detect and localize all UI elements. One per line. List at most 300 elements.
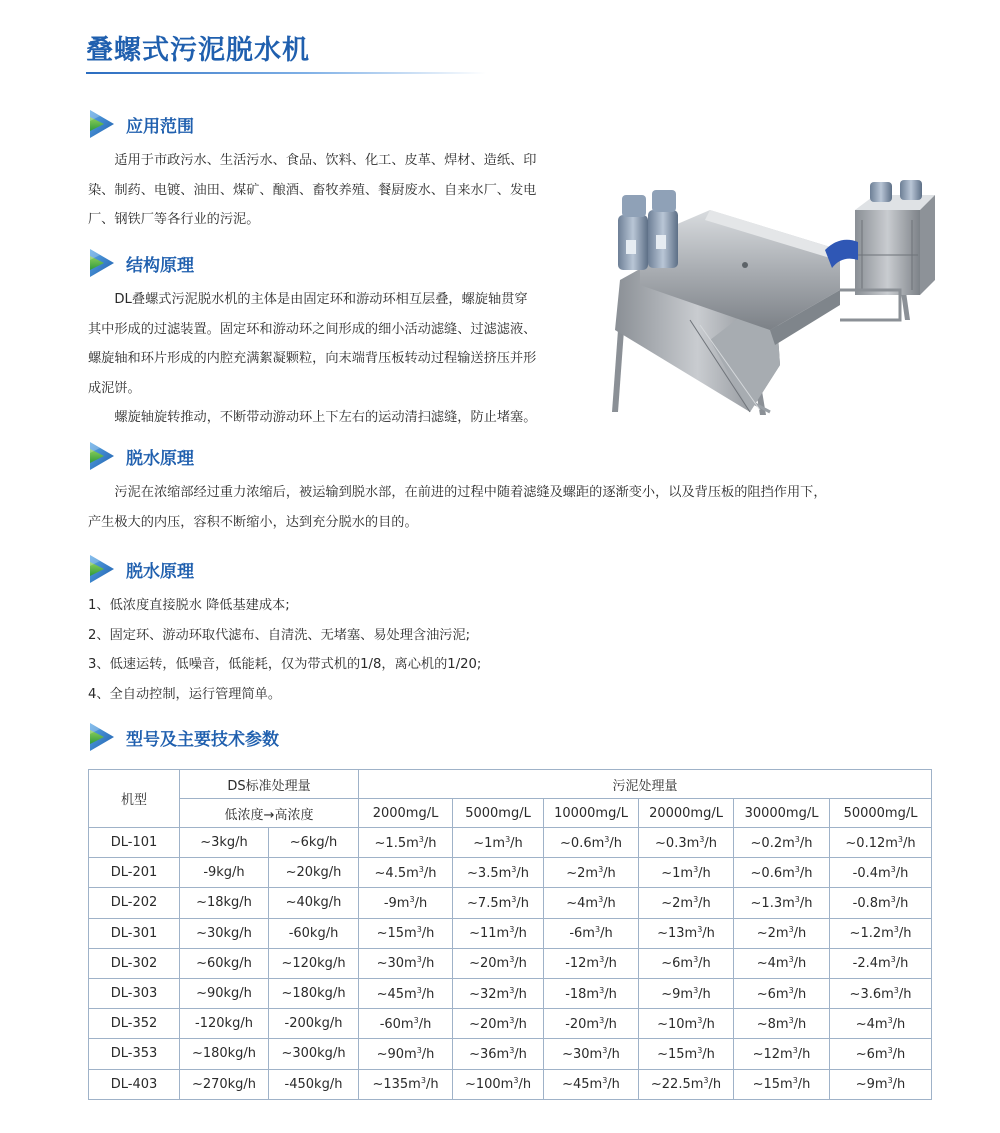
flow-cell bbox=[544, 858, 639, 888]
table-row bbox=[89, 978, 932, 1008]
cubic-superscript: 3 bbox=[794, 894, 800, 904]
flow-value: ~6m bbox=[855, 1046, 888, 1062]
flow-cell bbox=[544, 1039, 639, 1069]
flow-value: ~4m bbox=[756, 956, 789, 972]
cubic-superscript: 3 bbox=[890, 864, 896, 874]
flow-unit: /h bbox=[603, 895, 616, 911]
dewatering-line: 污泥在浓缩部经过重力浓缩后，被运输到脱水部，在前进的过程中随着滤缝及螺距的逐渐变小，以及背压板的阻挡作用下， bbox=[114, 485, 827, 500]
flow-unit: /h bbox=[423, 865, 437, 881]
cubic-superscript: 3 bbox=[897, 834, 904, 844]
cubic-superscript: 3 bbox=[505, 834, 511, 844]
flow-cell bbox=[830, 1039, 932, 1069]
list-item: 1、低浓度直接脱水 降低基建成本; bbox=[88, 598, 290, 613]
flow-value: ~1m bbox=[661, 865, 694, 881]
flow-unit: /h bbox=[423, 835, 437, 851]
flow-cell bbox=[453, 1009, 544, 1039]
ds-low-cell: ~270kg/h bbox=[180, 1069, 269, 1099]
cubic-superscript: 3 bbox=[409, 894, 415, 904]
flow-unit: /h bbox=[609, 835, 622, 851]
flow-unit: /h bbox=[702, 1016, 715, 1032]
model-cell: DL-353 bbox=[89, 1039, 180, 1069]
flow-cell bbox=[639, 1039, 734, 1069]
cubic-superscript: 3 bbox=[599, 985, 605, 995]
flow-unit: /h bbox=[421, 1046, 435, 1062]
flow-cell bbox=[639, 828, 734, 858]
cubic-superscript: 3 bbox=[693, 894, 699, 904]
cubic-superscript: 3 bbox=[509, 1015, 515, 1025]
flow-cell bbox=[359, 948, 453, 978]
flow-cell bbox=[639, 888, 734, 918]
conc-header: 2000mg/L bbox=[359, 799, 453, 828]
section-arrow-icon bbox=[86, 247, 118, 279]
ds-high-cell: ~6kg/h bbox=[269, 828, 359, 858]
flow-value: ~4m bbox=[566, 895, 599, 911]
flow-cell bbox=[544, 828, 639, 858]
conc-header: 10000mg/L bbox=[544, 799, 639, 828]
flow-cell bbox=[830, 978, 932, 1008]
dewatering-text bbox=[88, 478, 938, 537]
flow-unit: /h bbox=[698, 956, 711, 972]
flow-cell bbox=[544, 918, 639, 948]
structure-line: 成泥饼。 bbox=[88, 380, 141, 396]
flow-cell bbox=[453, 978, 544, 1008]
cubic-superscript: 3 bbox=[699, 834, 705, 844]
flow-unit: /h bbox=[421, 956, 435, 972]
cubic-superscript: 3 bbox=[416, 925, 422, 935]
cubic-superscript: 3 bbox=[893, 985, 899, 995]
flow-cell bbox=[734, 948, 830, 978]
conc-header: 5000mg/L bbox=[453, 799, 544, 828]
cubic-superscript: 3 bbox=[599, 1015, 605, 1025]
application-line: 适用于市政污水、生活污水、食品、饮料、化工、皮革、焊材、造纸、印 bbox=[114, 153, 537, 168]
flow-value: ~30m bbox=[376, 956, 417, 972]
cubic-superscript: 3 bbox=[794, 834, 800, 844]
cubic-superscript: 3 bbox=[509, 955, 515, 965]
flow-value: ~3.5m bbox=[467, 865, 512, 881]
ds-low-cell: -120kg/h bbox=[180, 1009, 269, 1039]
cubic-superscript: 3 bbox=[693, 955, 699, 965]
ds-low-cell: ~18kg/h bbox=[180, 888, 269, 918]
flow-value: ~9m bbox=[855, 1077, 888, 1093]
table-header-row bbox=[89, 770, 932, 799]
model-cell: DL-201 bbox=[89, 858, 180, 888]
flow-value: ~0.6m bbox=[560, 835, 605, 851]
flow-value: ~0.6m bbox=[750, 865, 795, 881]
ds-high-cell: -200kg/h bbox=[269, 1009, 359, 1039]
model-cell: DL-303 bbox=[89, 978, 180, 1008]
flow-unit: /h bbox=[708, 1077, 722, 1093]
flow-unit: /h bbox=[604, 986, 617, 1002]
model-cell: DL-202 bbox=[89, 888, 180, 918]
flow-unit: /h bbox=[702, 926, 715, 942]
cubic-superscript: 3 bbox=[887, 1076, 893, 1086]
cubic-superscript: 3 bbox=[703, 1076, 709, 1086]
cubic-superscript: 3 bbox=[788, 925, 794, 935]
flow-value: -9m bbox=[383, 895, 410, 911]
cubic-superscript: 3 bbox=[509, 985, 515, 995]
flow-value: ~45m bbox=[376, 986, 417, 1002]
flow-unit: /h bbox=[514, 956, 527, 972]
flow-unit: /h bbox=[510, 835, 523, 851]
flow-unit: /h bbox=[898, 986, 912, 1002]
flow-cell bbox=[734, 858, 830, 888]
flow-value: ~0.12m bbox=[845, 835, 898, 851]
section-arrow-icon bbox=[86, 108, 118, 140]
flow-cell bbox=[830, 828, 932, 858]
flow-value: ~32m bbox=[469, 986, 510, 1002]
cubic-superscript: 3 bbox=[598, 894, 604, 904]
list-item: 4、全自动控制，运行管理简单。 bbox=[88, 686, 282, 702]
cubic-superscript: 3 bbox=[887, 1045, 893, 1055]
flow-value: ~1.3m bbox=[750, 895, 795, 911]
table-subheader-row bbox=[89, 799, 932, 828]
flow-unit: /h bbox=[793, 1016, 807, 1032]
flow-cell bbox=[734, 1069, 830, 1099]
flow-cell bbox=[830, 858, 932, 888]
cubic-superscript: 3 bbox=[788, 985, 794, 995]
flow-unit: /h bbox=[698, 986, 711, 1002]
flow-unit: /h bbox=[892, 1077, 906, 1093]
flow-value: ~15m bbox=[657, 1046, 698, 1062]
model-cell: DL-301 bbox=[89, 918, 180, 948]
flow-unit: /h bbox=[799, 835, 813, 851]
flow-unit: /h bbox=[797, 1077, 811, 1093]
section-arrow-icon bbox=[86, 440, 118, 472]
flow-unit: /h bbox=[604, 1016, 617, 1032]
flow-value: ~2m bbox=[661, 895, 694, 911]
flow-value: ~22.5m bbox=[650, 1077, 704, 1093]
flow-cell bbox=[359, 918, 453, 948]
ds-high-cell: ~300kg/h bbox=[269, 1039, 359, 1069]
ds-low-cell: ~3kg/h bbox=[180, 828, 269, 858]
flow-cell bbox=[359, 888, 453, 918]
cubic-superscript: 3 bbox=[697, 925, 703, 935]
flow-value: ~0.3m bbox=[655, 835, 700, 851]
flow-unit: /h bbox=[895, 895, 909, 911]
flow-unit: /h bbox=[516, 865, 529, 881]
title-underline bbox=[86, 72, 486, 74]
flow-unit: /h bbox=[895, 956, 909, 972]
model-cell: DL-101 bbox=[89, 828, 180, 858]
cubic-superscript: 3 bbox=[416, 1045, 422, 1055]
flow-unit: /h bbox=[793, 926, 807, 942]
section-features-title: 脱水原理 bbox=[126, 561, 194, 582]
flow-value: ~2m bbox=[756, 926, 789, 942]
flow-value: ~1m bbox=[473, 835, 506, 851]
cubic-superscript: 3 bbox=[416, 985, 422, 995]
flow-cell bbox=[359, 1039, 453, 1069]
flow-cell bbox=[453, 948, 544, 978]
conc-header: 50000mg/L bbox=[830, 799, 932, 828]
cubic-superscript: 3 bbox=[697, 1015, 703, 1025]
flow-value: ~0.2m bbox=[750, 835, 795, 851]
flow-value: ~12m bbox=[752, 1046, 793, 1062]
section-application-header bbox=[86, 106, 194, 142]
flow-unit: /h bbox=[704, 835, 717, 851]
table-row bbox=[89, 948, 932, 978]
cubic-superscript: 3 bbox=[697, 1045, 703, 1055]
cubic-superscript: 3 bbox=[418, 864, 424, 874]
structure-line: 其中形成的过滤装置。固定环和游动环之间形成的细小活动滤缝、过滤滤液、 bbox=[88, 321, 537, 337]
cubic-superscript: 3 bbox=[887, 1015, 893, 1025]
section-application-title: 应用范围 bbox=[126, 116, 194, 137]
flow-cell bbox=[544, 1069, 639, 1099]
conc-header: 20000mg/L bbox=[639, 799, 734, 828]
application-text bbox=[88, 146, 608, 235]
flow-unit: /h bbox=[516, 895, 529, 911]
table-row bbox=[89, 1039, 932, 1069]
flow-cell bbox=[359, 858, 453, 888]
table-row bbox=[89, 858, 932, 888]
conc-header: 30000mg/L bbox=[734, 799, 830, 828]
section-dewatering-title: 脱水原理 bbox=[126, 448, 194, 469]
cubic-superscript: 3 bbox=[792, 1076, 798, 1086]
machine-image bbox=[600, 180, 935, 415]
cubic-superscript: 3 bbox=[602, 1076, 608, 1086]
table-row bbox=[89, 1009, 932, 1039]
flow-value: -18m bbox=[565, 986, 600, 1002]
page-title: 叠螺式污泥脱水机 bbox=[86, 35, 310, 66]
flow-value: ~20m bbox=[469, 1016, 510, 1032]
model-cell: DL-302 bbox=[89, 948, 180, 978]
flow-value: ~90m bbox=[376, 1046, 417, 1062]
section-specs-title: 型号及主要技术参数 bbox=[126, 729, 279, 750]
cubic-superscript: 3 bbox=[602, 1045, 608, 1055]
flow-cell bbox=[830, 1009, 932, 1039]
cubic-superscript: 3 bbox=[594, 925, 601, 935]
flow-value: ~13m bbox=[657, 926, 698, 942]
flow-cell bbox=[359, 1009, 453, 1039]
table-row bbox=[89, 1069, 932, 1099]
ds-high-cell: ~40kg/h bbox=[269, 888, 359, 918]
cubic-superscript: 3 bbox=[788, 955, 794, 965]
flow-value: ~6m bbox=[756, 986, 789, 1002]
features-list bbox=[88, 591, 481, 709]
flow-unit: /h bbox=[518, 1077, 532, 1093]
flow-cell bbox=[830, 888, 932, 918]
flow-value: -12m bbox=[565, 956, 600, 972]
ds-header: DS标准处理量 bbox=[180, 770, 359, 799]
cubic-superscript: 3 bbox=[416, 955, 422, 965]
flow-value: -2.4m bbox=[852, 956, 891, 972]
cubic-superscript: 3 bbox=[792, 1045, 798, 1055]
flow-value: ~7.5m bbox=[467, 895, 512, 911]
table-row bbox=[89, 828, 932, 858]
flow-value: ~15m bbox=[752, 1077, 793, 1093]
flow-cell bbox=[544, 978, 639, 1008]
flow-cell bbox=[734, 888, 830, 918]
flow-unit: /h bbox=[799, 895, 813, 911]
flow-cell bbox=[830, 918, 932, 948]
flow-cell bbox=[544, 1009, 639, 1039]
flow-value: ~1.2m bbox=[849, 926, 894, 942]
section-arrow-icon bbox=[86, 553, 118, 585]
flow-unit: /h bbox=[421, 926, 435, 942]
ds-low-cell: ~30kg/h bbox=[180, 918, 269, 948]
flow-value: ~45m bbox=[562, 1077, 603, 1093]
flow-unit: /h bbox=[414, 895, 428, 911]
flow-unit: /h bbox=[514, 1016, 527, 1032]
structure-text bbox=[88, 285, 608, 433]
flow-value: ~30m bbox=[562, 1046, 603, 1062]
flow-cell bbox=[453, 1069, 544, 1099]
flow-cell bbox=[830, 1069, 932, 1099]
flow-unit: /h bbox=[418, 1016, 432, 1032]
ds-high-cell: ~20kg/h bbox=[269, 858, 359, 888]
cubic-superscript: 3 bbox=[509, 1045, 515, 1055]
flow-cell bbox=[734, 918, 830, 948]
flow-value: -20m bbox=[565, 1016, 600, 1032]
flow-cell bbox=[734, 978, 830, 1008]
ds-high-cell: ~180kg/h bbox=[269, 978, 359, 1008]
flow-unit: /h bbox=[895, 865, 909, 881]
list-item: 3、低速运转，低噪音，低能耗，仅为带式机的1/8，离心机的1/20; bbox=[88, 657, 482, 672]
flow-unit: /h bbox=[702, 1046, 715, 1062]
flow-unit: /h bbox=[698, 865, 711, 881]
flow-cell bbox=[830, 948, 932, 978]
flow-value: -60m bbox=[379, 1016, 414, 1032]
dewatering-line: 产生极大的内压，容积不断缩小，达到充分脱水的目的。 bbox=[88, 514, 418, 530]
cubic-superscript: 3 bbox=[788, 1015, 794, 1025]
flow-value: -0.8m bbox=[852, 895, 891, 911]
flow-value: ~8m bbox=[756, 1016, 789, 1032]
flow-unit: /h bbox=[603, 865, 616, 881]
section-structure-title: 结构原理 bbox=[126, 255, 194, 276]
flow-unit: /h bbox=[892, 1046, 906, 1062]
flow-cell bbox=[544, 888, 639, 918]
flow-cell bbox=[359, 828, 453, 858]
cubic-superscript: 3 bbox=[794, 864, 800, 874]
flow-unit: /h bbox=[421, 986, 435, 1002]
application-line: 厂、钢铁厂等各行业的污泥。 bbox=[88, 212, 260, 227]
flow-unit: /h bbox=[698, 895, 711, 911]
flow-cell bbox=[734, 1039, 830, 1069]
ds-high-cell: ~120kg/h bbox=[269, 948, 359, 978]
flow-cell bbox=[639, 948, 734, 978]
flow-cell bbox=[359, 1069, 453, 1099]
cubic-superscript: 3 bbox=[511, 894, 517, 904]
flow-value: ~20m bbox=[469, 956, 510, 972]
cubic-superscript: 3 bbox=[890, 894, 896, 904]
structure-line: DL叠螺式污泥脱水机的主体是由固定环和游动环相互层叠，螺旋轴贯穿 bbox=[114, 292, 528, 307]
flow-value: ~9m bbox=[661, 986, 694, 1002]
flow-unit: /h bbox=[425, 1077, 439, 1093]
cubic-superscript: 3 bbox=[598, 864, 604, 874]
flow-unit: /h bbox=[898, 926, 912, 942]
ds-high-cell: -450kg/h bbox=[269, 1069, 359, 1099]
flow-cell bbox=[453, 888, 544, 918]
flow-unit: /h bbox=[514, 986, 527, 1002]
flow-cell bbox=[453, 1039, 544, 1069]
section-specs-header bbox=[86, 719, 279, 755]
cubic-superscript: 3 bbox=[604, 834, 610, 844]
flow-value: ~6m bbox=[661, 956, 694, 972]
table-row bbox=[89, 888, 932, 918]
flow-cell bbox=[639, 858, 734, 888]
cubic-superscript: 3 bbox=[418, 834, 424, 844]
flow-cell bbox=[639, 1009, 734, 1039]
cubic-superscript: 3 bbox=[511, 864, 517, 874]
model-header: 机型 bbox=[89, 770, 180, 828]
flow-value: ~4m bbox=[855, 1016, 888, 1032]
flow-unit: /h bbox=[799, 865, 813, 881]
flow-value: -6m bbox=[569, 926, 595, 942]
flow-unit: /h bbox=[793, 986, 807, 1002]
cubic-superscript: 3 bbox=[893, 925, 899, 935]
flow-value: ~15m bbox=[376, 926, 417, 942]
application-line: 染、制药、电镀、油田、煤矿、酿酒、畜牧养殖、餐厨废水、自来水厂、发电 bbox=[88, 182, 537, 198]
flow-value: ~4.5m bbox=[374, 865, 419, 881]
cubic-superscript: 3 bbox=[693, 864, 699, 874]
flow-cell bbox=[359, 978, 453, 1008]
flow-value: ~3.6m bbox=[849, 986, 894, 1002]
flow-cell bbox=[734, 1009, 830, 1039]
cubic-superscript: 3 bbox=[599, 955, 605, 965]
table-row bbox=[89, 918, 932, 948]
flow-unit: /h bbox=[514, 1046, 527, 1062]
ds-low-cell: -9kg/h bbox=[180, 858, 269, 888]
flow-cell bbox=[639, 1069, 734, 1099]
cubic-superscript: 3 bbox=[509, 925, 515, 935]
flow-value: ~11m bbox=[469, 926, 510, 942]
section-arrow-icon bbox=[86, 721, 118, 753]
cubic-superscript: 3 bbox=[413, 1015, 419, 1025]
flow-cell bbox=[639, 918, 734, 948]
sludge-header: 污泥处理量 bbox=[359, 770, 932, 799]
flow-value: ~135m bbox=[372, 1077, 421, 1093]
flow-unit: /h bbox=[793, 956, 807, 972]
cubic-superscript: 3 bbox=[890, 955, 896, 965]
flow-value: -0.4m bbox=[852, 865, 891, 881]
flow-unit: /h bbox=[607, 1077, 620, 1093]
section-dewatering-header bbox=[86, 438, 194, 474]
ds-low-cell: ~180kg/h bbox=[180, 1039, 269, 1069]
flow-cell bbox=[639, 978, 734, 1008]
flow-value: ~2m bbox=[566, 865, 599, 881]
structure-line-2: 螺旋轴旋转推动，不断带动游动环上下左右的运动清扫滤缝，防止堵塞。 bbox=[114, 410, 537, 425]
flow-unit: /h bbox=[600, 926, 613, 942]
flow-cell bbox=[453, 858, 544, 888]
section-features-header bbox=[86, 551, 194, 587]
flow-value: ~100m bbox=[464, 1077, 514, 1093]
flow-value: ~10m bbox=[657, 1016, 698, 1032]
flow-cell bbox=[544, 948, 639, 978]
flow-unit: /h bbox=[607, 1046, 620, 1062]
section-structure-header bbox=[86, 245, 194, 281]
list-item: 2、固定环、游动环取代滤布、自清洗、无堵塞、易处理含油污泥; bbox=[88, 627, 471, 643]
model-cell: DL-352 bbox=[89, 1009, 180, 1039]
flow-unit: /h bbox=[604, 956, 617, 972]
flow-value: ~1.5m bbox=[374, 835, 419, 851]
flow-cell bbox=[453, 828, 544, 858]
flow-unit: /h bbox=[903, 835, 916, 851]
cubic-superscript: 3 bbox=[693, 985, 699, 995]
ds-low-cell: ~90kg/h bbox=[180, 978, 269, 1008]
structure-line: 螺旋轴和环片形成的内腔充满絮凝颗粒，向末端背压板转动过程输送挤压并形 bbox=[88, 351, 537, 366]
cubic-superscript: 3 bbox=[420, 1076, 426, 1086]
ds-low-cell: ~60kg/h bbox=[180, 948, 269, 978]
flow-cell bbox=[453, 918, 544, 948]
flow-value: ~36m bbox=[469, 1046, 510, 1062]
ds-subheader: 低浓度→高浓度 bbox=[180, 799, 359, 828]
model-cell: DL-403 bbox=[89, 1069, 180, 1099]
flow-unit: /h bbox=[797, 1046, 811, 1062]
ds-high-cell: -60kg/h bbox=[269, 918, 359, 948]
flow-unit: /h bbox=[514, 926, 527, 942]
flow-cell bbox=[734, 828, 830, 858]
cubic-superscript: 3 bbox=[513, 1076, 519, 1086]
flow-unit: /h bbox=[892, 1016, 906, 1032]
